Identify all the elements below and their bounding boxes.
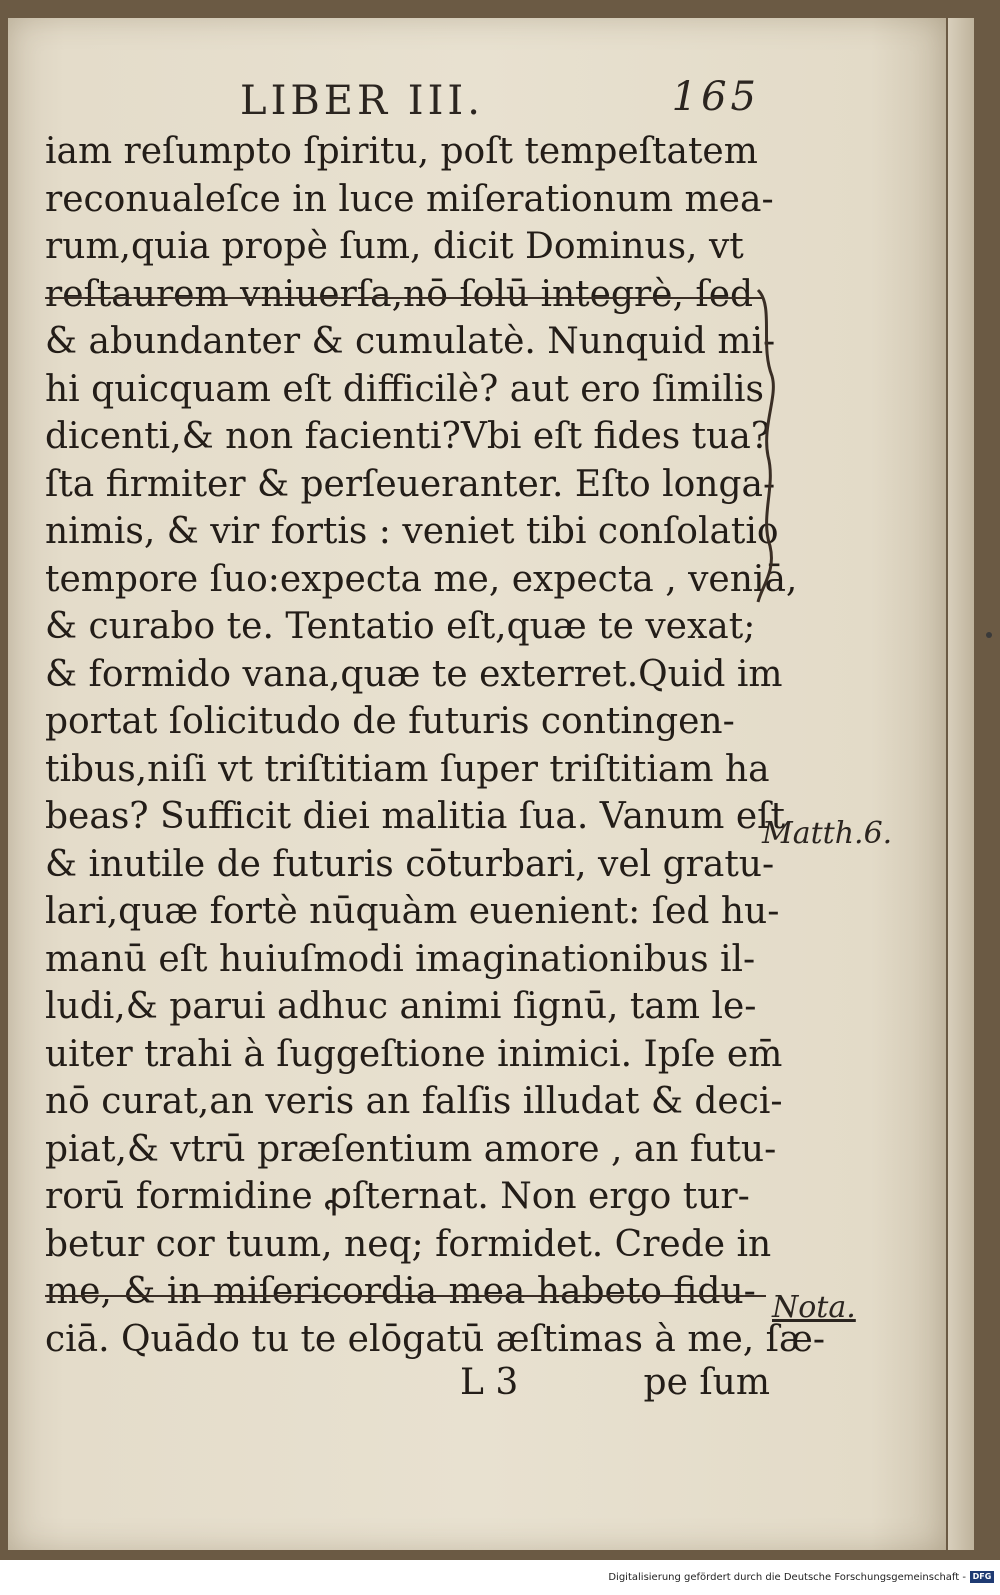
text-line: uiter trahi à ſuggeſtione inimici. Ipſe em̄: [45, 1033, 783, 1075]
text-line: & curabo te. Tentatio eſt,quæ te vexat;: [45, 606, 756, 647]
text-line: tempore ſuo:expecta me, expecta , veniā,: [45, 558, 798, 600]
text-line: ludi,& parui adhuc animi ſignū, tam le-: [45, 986, 757, 1027]
text-line: & formido vana,quæ te exterret.Quid im: [45, 653, 783, 695]
page-number: 165: [671, 74, 760, 120]
text-line: rorū formidine ꝓſternat. Non ergo tur-: [45, 1176, 750, 1217]
margin-note-matth: Matth.6.: [762, 816, 893, 851]
strikethrough-text: reſtaurem vniuerſa,nō ſolū integrè, ſed: [45, 273, 754, 315]
dfg-logo: DFG: [970, 1571, 994, 1583]
catchword: pe ſum: [643, 1362, 770, 1403]
scan-dot: [986, 632, 992, 638]
text-line: ciā. Quādo tu te elōgatū æſtimas à me, ſæ-: [45, 1318, 825, 1360]
text-line-struck: [45, 1268, 765, 1316]
digitization-footer: [0, 1560, 1000, 1595]
text-line: lari,quæ fortè nūquàm euenient: ſed hu-: [45, 891, 780, 932]
text-line: piat,& vtrū præſentium amore , an futu-: [45, 1128, 777, 1170]
running-header: [140, 74, 760, 128]
text-line: dicenti,& non facienti?Vbi eſt fides tua?: [45, 416, 771, 457]
text-line: tibus,niſi vt triſtitiam ſuper triſtitiam ha: [45, 748, 770, 790]
text-line: ſta firmiter & perſeueranter. Eſto longa-: [45, 463, 776, 505]
text-line: manū eſt huiuſmodi imaginationibus il-: [45, 938, 756, 980]
strikethrough-text: me, & in miſericordia mea habeto fidu-: [45, 1271, 756, 1312]
text-line: & abundanter & cumulatè. Nunquid mi-: [45, 321, 776, 362]
text-line-struck: [45, 271, 765, 319]
text-line: nimis, & vir fortis : veniet tibi conſolatio: [45, 511, 779, 552]
text-line: iam reſumpto ſpiritu, poſt tempeſtatem: [45, 131, 758, 172]
text-line: nō curat,an veris an falſis illudat & deci-: [45, 1081, 783, 1122]
text-line: portat ſolicitudo de futuris contingen-: [45, 701, 735, 742]
text-line: & inutile de futuris cōturbari, vel gratu-: [45, 843, 775, 885]
text-line: beas? Sufficit diei malitia ſua. Vanum eſt: [45, 796, 785, 837]
text-line: hi quicquam eſt difficilè? aut ero ſimilis: [45, 368, 764, 410]
text-line: betur cor tuum, neq; formidet. Crede in: [45, 1223, 772, 1265]
page-edge: [948, 18, 974, 1550]
signature-mark: L 3: [460, 1362, 519, 1403]
handwritten-bracket: [752, 286, 782, 606]
text-line: reconualeſce in luce miſerationum mea-: [45, 178, 774, 220]
text-line: rum,quia propè ſum, dicit Dominus, vt: [45, 226, 744, 267]
margin-note-nota: Nota.: [772, 1290, 856, 1325]
running-title: LIBER III.: [240, 78, 484, 124]
funding-credit: Digitalisierung gefördert durch die Deutsche Forschungsgemeinschaft -: [608, 1572, 966, 1583]
